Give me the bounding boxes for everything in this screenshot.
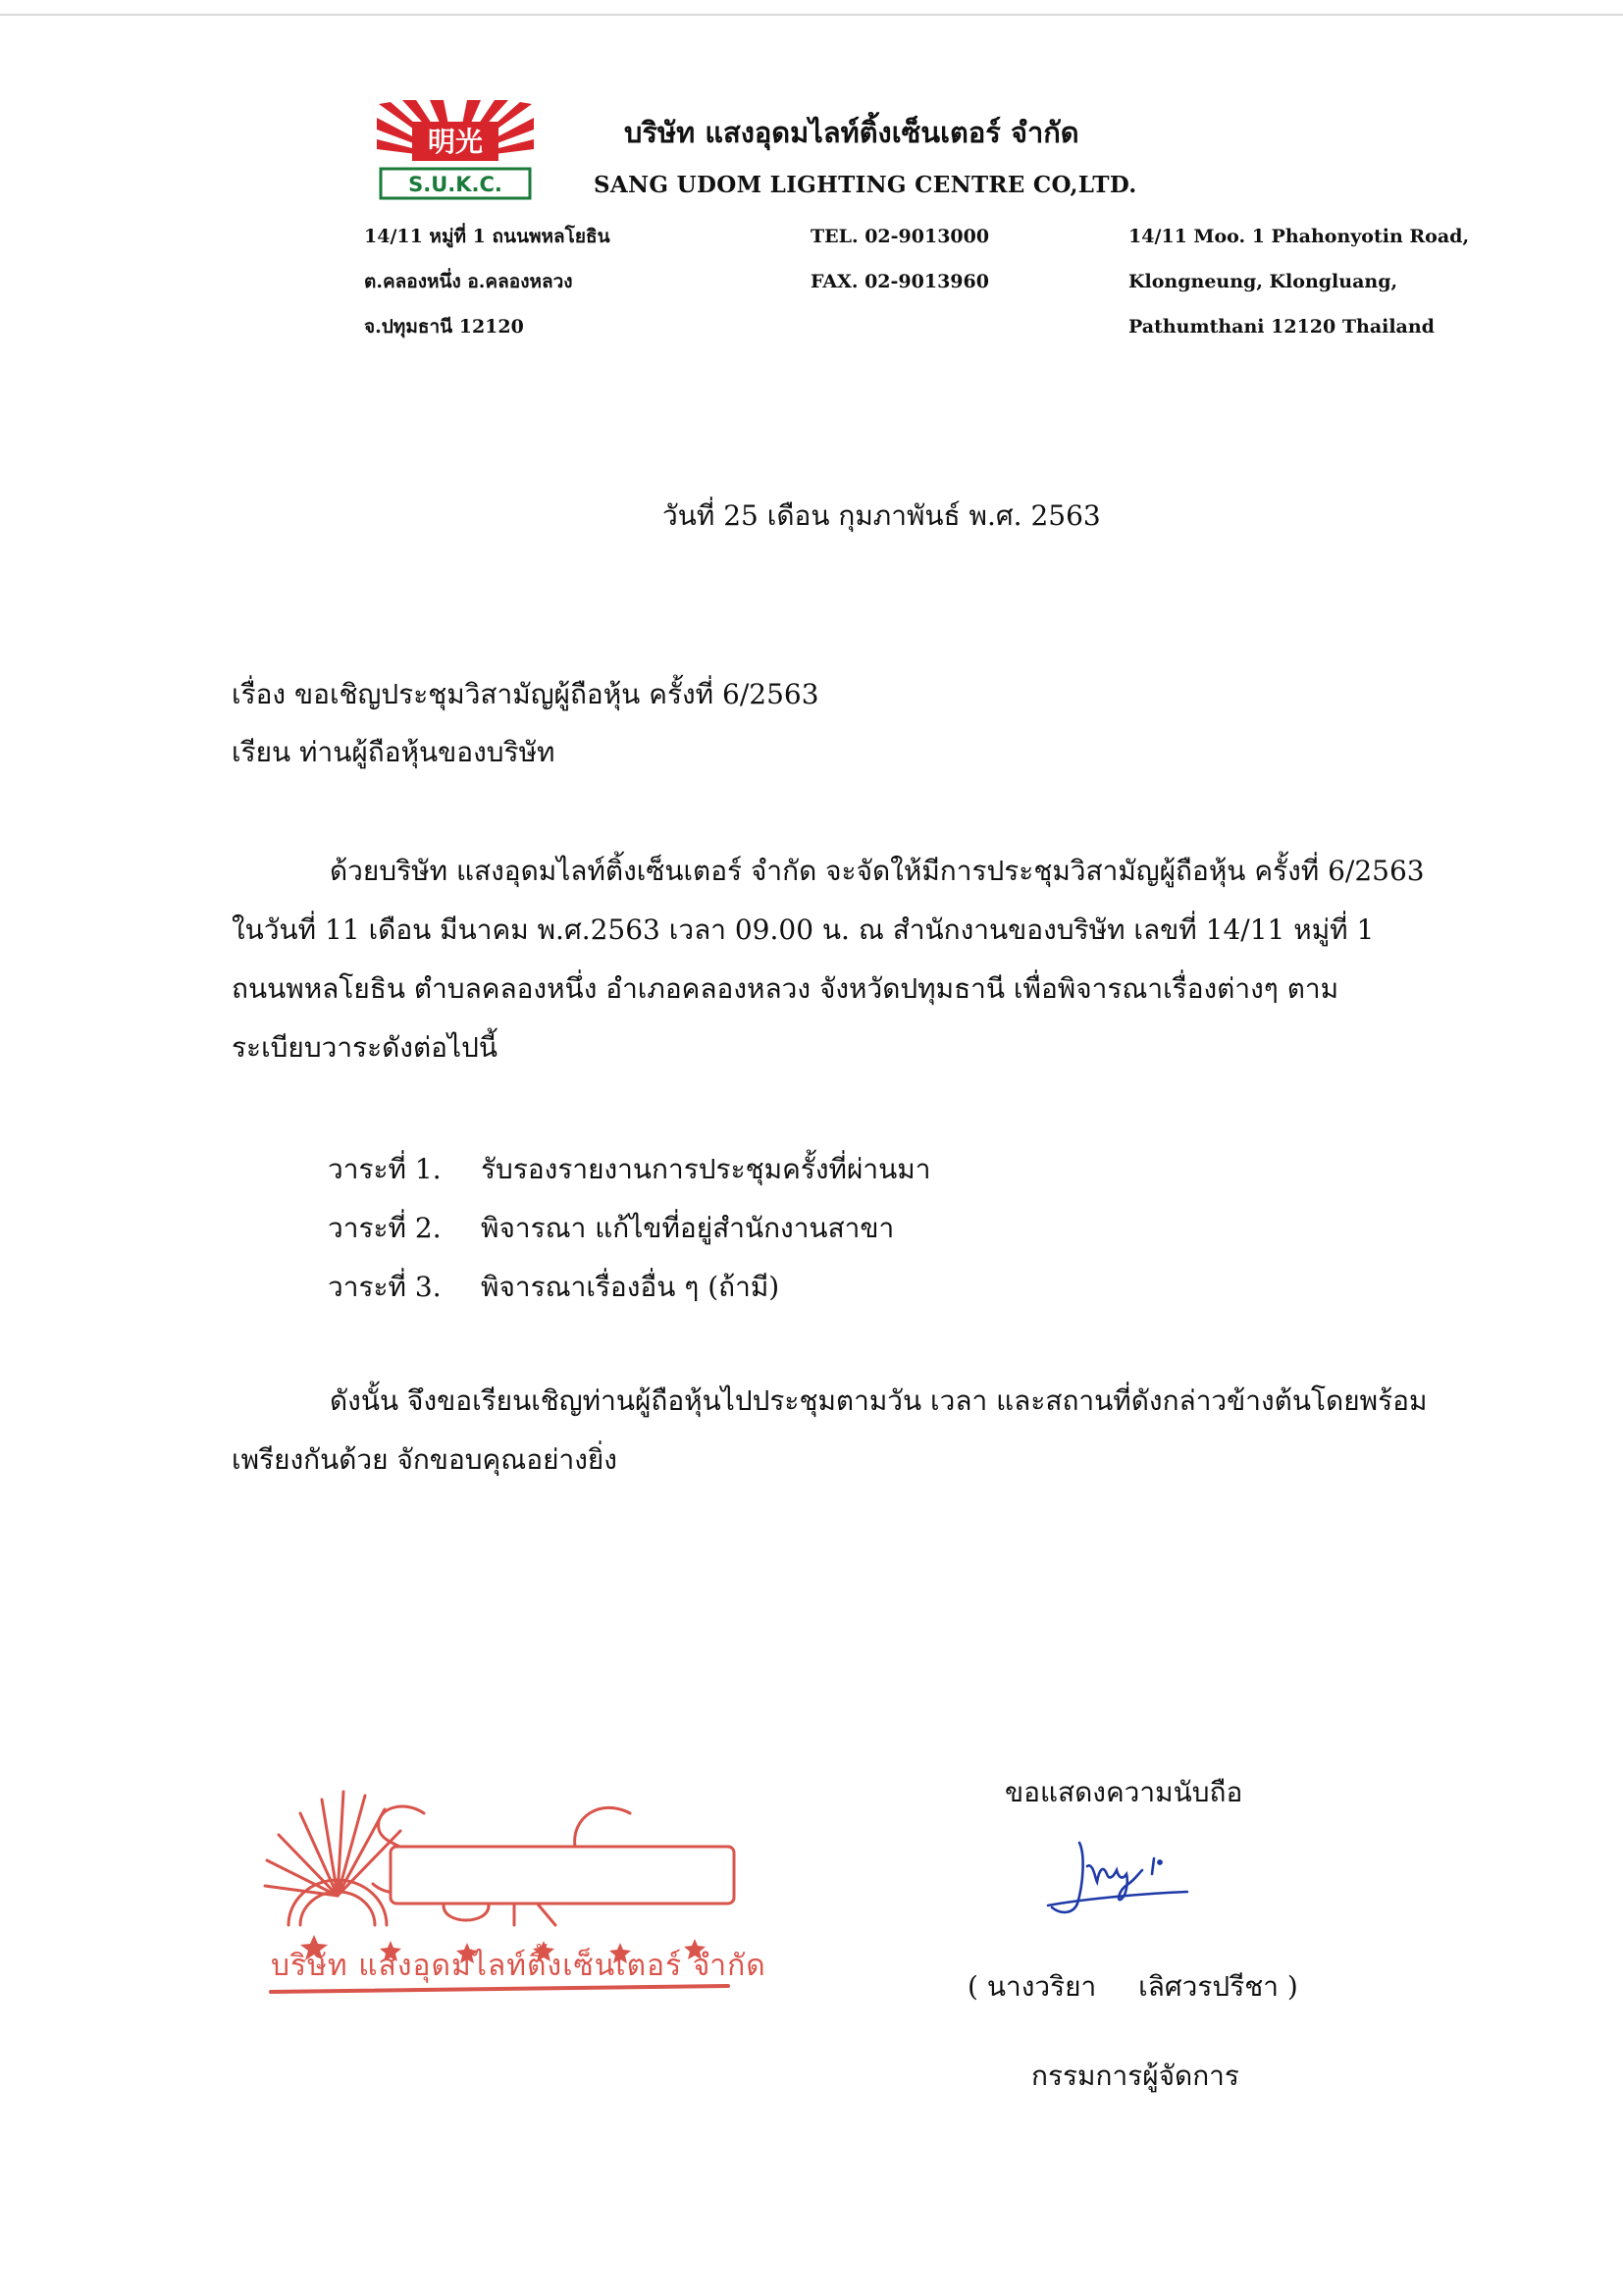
intro-line: ระเบียบวาระดังต่อไปนี้ — [232, 1031, 497, 1064]
company-name-thai: บริษัท แสงอุดมไลท์ติ้งเซ็นเตอร์ จำกัด — [624, 116, 1079, 149]
address-thai — [364, 214, 610, 349]
conclusion-line: ดังนั้น จึงขอเรียนเชิญท่านผู้ถือหุ้นไปประชุมตามวัน เวลา และสถานที่ดังกล่าวข้างต้นโดยพร้อม — [330, 1384, 1428, 1417]
closing-phrase: ขอแสดงความนับถือ — [1005, 1776, 1243, 1808]
telephone: TEL. 02-9013000 — [811, 226, 990, 247]
conclusion-line: เพรียงกันด้วย จักขอบคุณอย่างยิ่ง — [232, 1443, 617, 1476]
agenda-item — [328, 1207, 894, 1250]
address-english-line: 14/11 Moo. 1 Phahonyotin Road, — [1128, 226, 1470, 247]
agenda-item — [328, 1148, 930, 1191]
company-name-english: SANG UDOM LIGHTING CENTRE CO,LTD. — [594, 172, 1137, 198]
agenda-text: รับรองรายงานการประชุมครั้งที่ผ่านมา — [481, 1153, 931, 1185]
company-logo — [377, 100, 534, 202]
address-english — [1128, 214, 1469, 349]
intro-line: ด้วยบริษัท แสงอุดมไลท์ติ้งเซ็นเตอร์ จำกัด จะจัดให้มีการประชุมวิสามัญผู้ถือหุ้น ครั้งที่ 6/2563 — [330, 855, 1425, 887]
agenda-number: วาระที่ 2. — [328, 1212, 442, 1244]
logo-characters: 明光 — [427, 126, 484, 158]
signer-position: กรรมการผู้จัดการ — [1031, 2060, 1239, 2092]
address-english-line: Klongneung, Klongluang, — [1128, 271, 1398, 292]
agenda-text: พิจารณา แก้ไขที่อยู่สำนักงานสาขา — [481, 1212, 895, 1244]
signer-name-first: ( นางวริยา — [968, 1970, 1097, 2003]
intro-paragraph — [232, 842, 1425, 1077]
agenda-number: วาระที่ 3. — [328, 1271, 442, 1303]
intro-line: ในวันที่ 11 เดือน มีนาคม พ.ศ.2563 เวลา 09.00 น. ณ สำนักงานของบริษัท เลขที่ 14/11 หมู่ที่ 1 — [232, 913, 1375, 946]
conclusion-paragraph — [232, 1372, 1427, 1489]
handwritten-signature-icon — [1040, 1835, 1197, 1923]
stamp-company-name: บริษัท แสงอุดมไลท์ติ้งเซ็นเตอร์ จำกัด — [271, 1949, 766, 1983]
agenda-item — [328, 1266, 779, 1309]
signer-name — [968, 1965, 1298, 2009]
letter-subject: เรื่อง ขอเชิญประชุมวิสามัญผู้ถือหุ้น ครั้งที่ 6/2563 — [232, 678, 819, 710]
logo-abbr: S.U.K.C. — [408, 173, 502, 196]
contact-numbers — [811, 214, 989, 304]
agenda-number: วาระที่ 1. — [328, 1153, 442, 1185]
address-thai-line: 14/11 หมู่ที่ 1 ถนนพหลโยธิน — [364, 226, 610, 247]
signer-name-surname: เลิศวรปรีชา ) — [1138, 1970, 1298, 2003]
letter-recipient: เรียน ท่านผู้ถือหุ้นของบริษัท — [232, 736, 555, 768]
page-top-border — [0, 14, 1623, 16]
letter-date: วันที่ 25 เดือน กุมภาพันธ์ พ.ศ. 2563 — [662, 499, 1101, 532]
intro-line: ถนนพหลโยธิน ตำบลคลองหนึ่ง อำเภอคลองหลวง จังหวัดปทุมธานี เพื่อพิจารณาเรื่องต่างๆ ตาม — [232, 972, 1339, 1005]
agenda-text: พิจารณาเรื่องอื่น ๆ (ถ้ามี) — [481, 1271, 780, 1303]
address-thai-line: ต.คลองหนึ่ง อ.คลองหลวง — [364, 271, 573, 292]
address-thai-line: จ.ปทุมธานี 12120 — [364, 316, 524, 338]
fax: FAX. 02-9013960 — [811, 271, 989, 292]
address-english-line: Pathumthani 12120 Thailand — [1128, 316, 1435, 338]
